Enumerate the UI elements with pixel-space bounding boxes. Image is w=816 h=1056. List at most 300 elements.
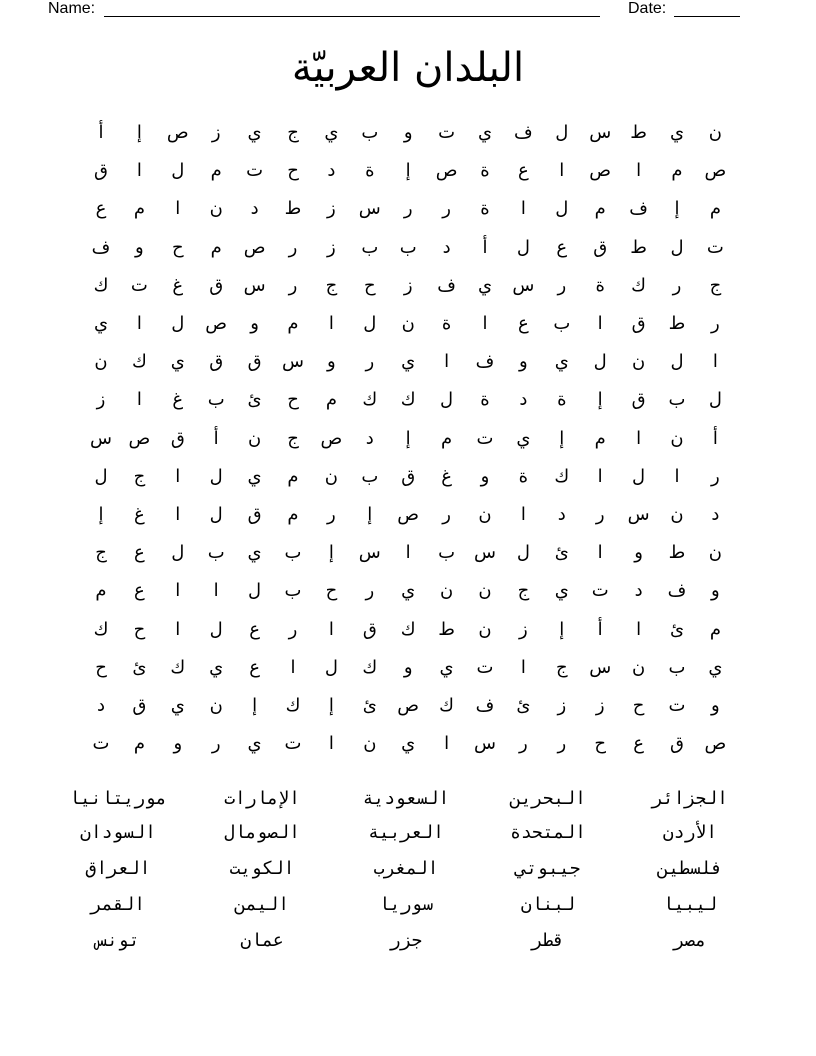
grid-letter[interactable]: ن bbox=[708, 542, 722, 564]
grid-letter[interactable]: ا bbox=[520, 504, 526, 525]
grid-letter[interactable]: ي bbox=[477, 274, 493, 296]
grid-letter[interactable]: ا bbox=[175, 504, 181, 525]
grid-letter[interactable]: ا bbox=[520, 198, 526, 220]
grid-letter[interactable]: ل bbox=[209, 618, 223, 640]
grid-letter[interactable]: إ bbox=[98, 504, 104, 525]
grid-letter[interactable]: ق bbox=[209, 351, 224, 373]
grid-letter[interactable]: إ bbox=[674, 198, 680, 220]
grid-letter[interactable]: س bbox=[90, 427, 112, 449]
grid-letter[interactable]: ت bbox=[591, 580, 609, 602]
grid-letter[interactable]: ا bbox=[136, 389, 142, 411]
grid-letter[interactable]: ن bbox=[478, 580, 492, 602]
grid-letter[interactable]: ز bbox=[211, 122, 221, 143]
grid-letter[interactable]: م bbox=[287, 504, 299, 525]
grid-letter[interactable]: و bbox=[634, 542, 643, 564]
grid-letter[interactable]: ر bbox=[288, 274, 298, 296]
grid-letter[interactable]: ل bbox=[248, 580, 262, 602]
grid-letter[interactable]: ي bbox=[439, 656, 454, 678]
grid-letter[interactable]: ت bbox=[130, 274, 148, 296]
grid-letter[interactable]: ع bbox=[556, 236, 568, 258]
grid-letter[interactable]: ا bbox=[444, 733, 450, 755]
grid-letter[interactable]: ي bbox=[93, 313, 109, 334]
grid-letter[interactable]: ق bbox=[670, 733, 684, 755]
grid-letter[interactable]: ع bbox=[518, 160, 529, 182]
grid-letter[interactable]: ب bbox=[284, 580, 302, 602]
grid-letter[interactable]: ر bbox=[672, 274, 682, 296]
grid-letter[interactable]: و bbox=[250, 313, 259, 334]
grid-letter[interactable]: د bbox=[634, 580, 643, 602]
grid-letter[interactable]: غ bbox=[441, 465, 452, 487]
grid-letter[interactable]: ي bbox=[324, 122, 339, 143]
grid-letter[interactable]: و bbox=[403, 656, 413, 678]
grid-letter[interactable]: ق bbox=[94, 160, 108, 182]
grid-letter[interactable]: ط bbox=[630, 236, 647, 258]
grid-letter[interactable]: ي bbox=[401, 580, 416, 602]
grid-letter[interactable]: ن bbox=[478, 618, 492, 640]
grid-letter[interactable]: ا bbox=[636, 427, 642, 449]
grid-letter[interactable]: ي bbox=[247, 542, 262, 564]
grid-letter[interactable]: ق bbox=[209, 274, 224, 296]
grid-letter[interactable]: ا bbox=[636, 618, 642, 640]
grid-letter[interactable]: ق bbox=[132, 695, 147, 716]
grid-letter[interactable]: س bbox=[627, 504, 650, 525]
grid-letter[interactable]: ف bbox=[667, 580, 687, 602]
grid-letter[interactable]: ص bbox=[320, 427, 343, 449]
grid-letter[interactable]: م bbox=[671, 160, 683, 182]
grid-letter[interactable]: ر bbox=[327, 504, 336, 525]
grid-letter[interactable]: ل bbox=[440, 389, 454, 411]
grid-letter[interactable]: ئ bbox=[362, 695, 377, 716]
grid-letter[interactable]: ز bbox=[595, 695, 605, 716]
grid-letter[interactable]: ا bbox=[175, 618, 181, 640]
grid-letter[interactable]: ل bbox=[670, 351, 684, 373]
grid-letter[interactable]: س bbox=[243, 274, 266, 296]
word-bank-item: جزر bbox=[389, 930, 423, 951]
grid-letter[interactable]: م bbox=[133, 733, 145, 755]
grid-letter[interactable]: و bbox=[711, 695, 720, 716]
grid-letter[interactable]: ك bbox=[554, 465, 570, 487]
grid-letter[interactable]: م bbox=[594, 427, 606, 449]
grid-letter[interactable]: ط bbox=[668, 542, 686, 564]
grid-letter[interactable]: ي bbox=[477, 122, 493, 143]
grid-letter[interactable]: د bbox=[519, 389, 528, 411]
grid-letter[interactable]: ن bbox=[478, 504, 492, 525]
grid-letter[interactable]: أ bbox=[98, 122, 104, 143]
grid-letter[interactable]: ر bbox=[711, 313, 720, 334]
grid-letter[interactable]: أ bbox=[712, 427, 718, 449]
grid-letter[interactable]: ئ bbox=[132, 656, 147, 678]
grid-letter[interactable]: ا bbox=[559, 160, 565, 182]
grid-letter[interactable]: ق bbox=[401, 465, 416, 487]
word-bank-item: العربية bbox=[368, 822, 444, 843]
grid-letter[interactable]: ر bbox=[288, 618, 298, 640]
grid-letter[interactable]: ج bbox=[133, 465, 146, 487]
grid-letter[interactable]: ك bbox=[93, 618, 109, 640]
grid-letter[interactable]: ك bbox=[362, 389, 378, 411]
grid-letter[interactable]: ي bbox=[669, 122, 685, 143]
grid-letter[interactable]: ل bbox=[516, 236, 530, 258]
grid-letter[interactable]: ب bbox=[668, 389, 686, 411]
grid-letter[interactable]: د bbox=[96, 695, 105, 716]
grid-letter[interactable]: ة bbox=[518, 465, 529, 487]
grid-letter[interactable]: ص bbox=[397, 695, 420, 716]
grid-letter[interactable]: م bbox=[210, 236, 222, 258]
grid-letter[interactable]: ل bbox=[209, 465, 223, 487]
grid-letter[interactable]: ا bbox=[136, 313, 142, 334]
grid-letter[interactable]: ع bbox=[518, 313, 529, 334]
grid-letter[interactable]: ة bbox=[557, 389, 567, 411]
grid-letter[interactable]: ك bbox=[400, 389, 416, 411]
grid-letter[interactable]: ب bbox=[399, 236, 417, 258]
grid-letter[interactable]: و bbox=[711, 580, 720, 602]
grid-letter[interactable]: ر bbox=[403, 198, 413, 220]
word-bank-item: مصر bbox=[673, 930, 707, 951]
grid-letter[interactable]: ن bbox=[209, 198, 223, 220]
grid-letter[interactable]: ن bbox=[670, 427, 684, 449]
grid-letter[interactable]: ل bbox=[363, 313, 377, 334]
grid-letter[interactable]: ة bbox=[480, 198, 490, 220]
grid-letter[interactable]: ي bbox=[708, 656, 723, 678]
grid-letter[interactable]: د bbox=[250, 198, 259, 220]
grid-letter[interactable]: غ bbox=[134, 504, 145, 525]
grid-letter[interactable]: ز bbox=[403, 274, 413, 296]
grid-letter[interactable]: إ bbox=[405, 160, 411, 182]
grid-letter[interactable]: إ bbox=[597, 389, 603, 411]
grid-letter[interactable]: س bbox=[589, 656, 612, 678]
grid-letter[interactable]: ن bbox=[401, 313, 415, 334]
grid-letter[interactable]: ع bbox=[134, 580, 145, 602]
grid-letter[interactable]: ط bbox=[438, 618, 455, 640]
grid-letter[interactable]: ع bbox=[134, 542, 145, 564]
grid-letter[interactable]: ف bbox=[514, 122, 533, 143]
grid-letter[interactable]: ص bbox=[435, 160, 458, 182]
grid-letter[interactable]: ي bbox=[554, 351, 569, 373]
grid-letter[interactable]: أ bbox=[597, 618, 603, 640]
grid-letter[interactable]: ر bbox=[557, 274, 567, 296]
grid-letter[interactable]: ا bbox=[175, 465, 181, 487]
grid-letter[interactable]: ك bbox=[285, 695, 301, 716]
grid-letter[interactable]: س bbox=[512, 274, 535, 296]
grid-letter[interactable]: ع bbox=[249, 618, 260, 640]
grid-letter[interactable]: ج bbox=[517, 580, 530, 602]
grid-letter[interactable]: ا bbox=[328, 618, 334, 640]
grid-letter[interactable]: ن bbox=[363, 733, 377, 755]
grid-letter[interactable]: إ bbox=[252, 695, 258, 716]
grid-letter[interactable]: ع bbox=[249, 656, 260, 678]
grid-letter[interactable]: ا bbox=[290, 656, 296, 678]
grid-letter[interactable]: ل bbox=[555, 122, 569, 143]
grid-letter[interactable]: ف bbox=[475, 351, 495, 373]
grid-letter[interactable]: م bbox=[95, 580, 107, 602]
grid-letter[interactable]: س bbox=[589, 122, 612, 143]
grid-letter[interactable]: ا bbox=[444, 351, 450, 373]
grid-letter[interactable]: ب bbox=[361, 465, 379, 487]
worksheet-header bbox=[48, 0, 748, 20]
grid-letter[interactable]: ف bbox=[629, 198, 648, 220]
grid-letter[interactable]: ي bbox=[554, 580, 569, 602]
grid-letter[interactable]: ك bbox=[93, 274, 109, 296]
grid-letter[interactable]: ا bbox=[482, 313, 488, 334]
grid-letter[interactable]: ط bbox=[284, 198, 302, 220]
grid-letter[interactable]: ا bbox=[597, 313, 603, 334]
grid-letter[interactable]: م bbox=[287, 313, 299, 334]
grid-letter[interactable]: ص bbox=[397, 504, 420, 525]
grid-letter[interactable]: ح bbox=[287, 160, 299, 182]
grid-letter[interactable]: ن bbox=[670, 504, 684, 525]
grid-letter[interactable]: ح bbox=[363, 274, 376, 296]
grid-letter[interactable]: ح bbox=[594, 733, 606, 755]
grid-letter[interactable]: ف bbox=[437, 274, 456, 296]
grid-letter[interactable]: ة bbox=[480, 160, 490, 182]
grid-letter[interactable]: ل bbox=[555, 198, 569, 220]
grid-letter[interactable]: ل bbox=[209, 504, 223, 525]
grid-letter[interactable]: ص bbox=[205, 313, 228, 334]
grid-letter[interactable]: ر bbox=[711, 465, 720, 487]
grid-letter[interactable]: ل bbox=[516, 542, 530, 564]
grid-letter[interactable]: ط bbox=[630, 122, 647, 143]
grid-letter[interactable]: إ bbox=[559, 427, 565, 449]
grid-letter[interactable]: ا bbox=[636, 160, 642, 182]
grid-letter[interactable]: ة bbox=[365, 160, 375, 182]
grid-letter[interactable]: ر bbox=[365, 580, 375, 602]
grid-letter[interactable]: ئ bbox=[669, 618, 685, 640]
word-bank-item: المغرب bbox=[373, 858, 439, 879]
grid-letter[interactable]: و bbox=[173, 733, 183, 755]
grid-letter[interactable]: س bbox=[358, 542, 381, 564]
grid-letter[interactable]: أ bbox=[482, 236, 488, 258]
grid-letter[interactable]: م bbox=[441, 427, 453, 449]
grid-letter[interactable]: ت bbox=[476, 656, 494, 678]
grid-letter[interactable]: ل bbox=[94, 465, 108, 487]
grid-letter[interactable]: ئ bbox=[554, 542, 569, 564]
grid-letter[interactable]: ب bbox=[438, 542, 456, 564]
grid-letter[interactable]: ا bbox=[328, 313, 334, 334]
grid-letter[interactable]: ن bbox=[209, 695, 223, 716]
grid-letter[interactable]: ر bbox=[211, 733, 221, 755]
grid-letter[interactable]: ي bbox=[401, 351, 416, 373]
grid-letter[interactable]: ا bbox=[597, 465, 603, 487]
word-bank-item: سوريا bbox=[378, 894, 434, 915]
word-bank-item: لبنان bbox=[520, 894, 576, 915]
grid-letter[interactable]: ت bbox=[476, 427, 494, 449]
grid-letter[interactable]: ل bbox=[324, 656, 338, 678]
grid-letter[interactable]: س bbox=[474, 542, 496, 564]
grid-letter[interactable]: ب bbox=[207, 389, 225, 411]
grid-letter[interactable]: ح bbox=[133, 618, 146, 640]
grid-letter[interactable]: ا bbox=[175, 580, 181, 602]
grid-letter[interactable]: ك bbox=[439, 695, 455, 716]
grid-letter[interactable]: ج bbox=[325, 274, 338, 296]
grid-letter[interactable]: ر bbox=[442, 504, 451, 525]
name-field-line[interactable] bbox=[104, 0, 600, 17]
grid-letter[interactable]: غ bbox=[172, 389, 184, 411]
grid-letter[interactable]: و bbox=[519, 351, 528, 373]
grid-letter[interactable]: ب bbox=[361, 122, 379, 143]
grid-letter[interactable]: ز bbox=[519, 618, 528, 640]
grid-letter[interactable]: د bbox=[442, 236, 451, 258]
grid-letter[interactable]: ي bbox=[516, 427, 531, 449]
grid-letter[interactable]: إ bbox=[559, 618, 565, 640]
grid-letter[interactable]: ت bbox=[668, 695, 686, 716]
grid-letter[interactable]: ل bbox=[670, 236, 684, 258]
grid-letter[interactable]: ل bbox=[171, 313, 185, 334]
grid-letter[interactable]: و bbox=[480, 465, 490, 487]
grid-letter[interactable]: و bbox=[135, 236, 144, 258]
grid-letter[interactable]: ن bbox=[247, 427, 262, 449]
grid-letter[interactable]: ي bbox=[401, 733, 416, 755]
grid-letter[interactable]: ب bbox=[668, 656, 686, 678]
grid-letter[interactable]: ن bbox=[708, 122, 722, 143]
grid-letter[interactable]: د bbox=[711, 504, 720, 525]
grid-row bbox=[82, 496, 736, 534]
grid-letter[interactable]: ا bbox=[520, 656, 526, 678]
grid-letter[interactable]: ص bbox=[704, 733, 727, 755]
grid-letter[interactable]: ق bbox=[593, 236, 608, 258]
grid-letter[interactable]: ن bbox=[439, 580, 454, 602]
grid-letter[interactable]: د bbox=[327, 160, 336, 182]
grid-letter[interactable]: ت bbox=[706, 236, 724, 258]
grid-letter[interactable]: ا bbox=[328, 733, 334, 755]
grid-letter[interactable]: ر bbox=[557, 733, 567, 755]
grid-letter[interactable]: ا bbox=[213, 580, 219, 602]
grid-letter[interactable]: ت bbox=[246, 160, 264, 182]
grid-letter[interactable]: ي bbox=[247, 733, 262, 755]
grid-row bbox=[82, 420, 736, 458]
grid-letter[interactable]: ج bbox=[95, 542, 107, 564]
grid-letter[interactable]: أ bbox=[213, 427, 219, 449]
grid-letter[interactable]: ح bbox=[171, 236, 184, 258]
grid-letter[interactable]: و bbox=[403, 122, 413, 143]
grid-letter[interactable]: ص bbox=[704, 160, 727, 182]
grid-letter[interactable]: ب bbox=[553, 313, 571, 334]
grid-letter[interactable]: ح bbox=[95, 656, 107, 678]
grid-letter[interactable]: ك bbox=[400, 618, 416, 640]
grid-letter[interactable]: س bbox=[474, 733, 496, 755]
grid-letter[interactable]: ق bbox=[362, 618, 377, 640]
grid-letter[interactable]: ز bbox=[96, 389, 106, 411]
grid-letter[interactable]: ل bbox=[171, 160, 185, 182]
grid-letter[interactable]: ح bbox=[287, 389, 299, 411]
grid-letter[interactable]: ر bbox=[519, 733, 528, 755]
grid-letter[interactable]: ي bbox=[170, 351, 185, 373]
grid-letter[interactable]: ت bbox=[92, 733, 110, 755]
grid-letter[interactable]: ب bbox=[207, 542, 225, 564]
grid-letter[interactable]: ج bbox=[287, 122, 299, 143]
grid-letter[interactable]: ص bbox=[128, 427, 151, 449]
grid-letter[interactable]: غ bbox=[172, 274, 184, 296]
grid-letter[interactable]: ك bbox=[631, 274, 647, 296]
grid-letter[interactable]: ن bbox=[631, 656, 646, 678]
grid-letter[interactable]: ف bbox=[91, 236, 111, 258]
date-field-line[interactable] bbox=[674, 0, 740, 17]
grid-letter[interactable]: ة bbox=[595, 274, 605, 296]
grid-letter[interactable]: س bbox=[282, 351, 304, 373]
grid-letter[interactable]: ع bbox=[95, 198, 107, 220]
grid-letter[interactable]: ي bbox=[170, 695, 185, 716]
grid-letter[interactable]: ة bbox=[480, 389, 490, 411]
grid-letter[interactable]: م bbox=[210, 160, 222, 182]
grid-letter[interactable]: إ bbox=[328, 542, 334, 564]
grid-letter[interactable]: ح bbox=[632, 695, 645, 716]
grid-letter[interactable]: و bbox=[327, 351, 336, 373]
grid-letter[interactable]: ر bbox=[595, 504, 605, 525]
grid-letter[interactable]: د bbox=[557, 504, 566, 525]
grid-letter[interactable]: ن bbox=[631, 351, 646, 373]
grid-letter[interactable]: ق bbox=[631, 389, 646, 411]
grid-letter[interactable]: إ bbox=[405, 427, 411, 449]
grid-letter[interactable]: ج bbox=[555, 656, 568, 678]
grid-letter[interactable]: ئ bbox=[516, 695, 531, 716]
grid-letter[interactable]: ل bbox=[708, 389, 722, 411]
grid-letter[interactable]: ا bbox=[175, 198, 181, 220]
grid-letter[interactable]: م bbox=[709, 198, 721, 220]
grid-letter[interactable]: ي bbox=[209, 656, 224, 678]
grid-letter[interactable]: ا bbox=[597, 542, 603, 564]
grid-letter[interactable]: م bbox=[594, 198, 606, 220]
grid-letter[interactable]: م bbox=[325, 389, 337, 411]
grid-letter[interactable]: ب bbox=[284, 542, 302, 564]
grid-letter[interactable]: ئ bbox=[247, 389, 262, 411]
grid-letter[interactable]: ر bbox=[288, 236, 298, 258]
grid-letter[interactable]: ب bbox=[361, 236, 379, 258]
grid-letter[interactable]: ز bbox=[327, 198, 336, 220]
grid-letter[interactable]: ق bbox=[247, 351, 262, 373]
grid-letter[interactable]: ا bbox=[712, 351, 718, 373]
grid-letter[interactable]: ا bbox=[405, 542, 411, 564]
grid-letter[interactable]: م bbox=[133, 198, 145, 220]
grid-letter[interactable]: ي bbox=[247, 122, 262, 143]
grid-letter[interactable]: م bbox=[709, 618, 721, 640]
grid-letter[interactable]: ر bbox=[442, 198, 451, 220]
grid-letter[interactable]: م bbox=[287, 465, 299, 487]
grid-letter[interactable]: ل bbox=[171, 542, 185, 564]
grid-letter[interactable]: ك bbox=[131, 351, 147, 373]
grid-letter[interactable]: ز bbox=[327, 236, 336, 258]
grid-letter[interactable]: ن bbox=[94, 351, 108, 373]
grid-letter[interactable]: ك bbox=[362, 656, 378, 678]
grid-letter[interactable]: ك bbox=[170, 656, 186, 678]
grid-letter[interactable]: ص bbox=[166, 122, 189, 143]
grid-letter[interactable]: ن bbox=[324, 465, 338, 487]
grid-letter[interactable]: ط bbox=[668, 313, 686, 334]
grid-letter[interactable]: ا bbox=[674, 465, 680, 487]
grid-letter[interactable]: ق bbox=[247, 504, 262, 525]
grid-letter[interactable]: ت bbox=[284, 733, 302, 755]
grid-letter[interactable]: إ bbox=[367, 504, 373, 525]
grid-letter[interactable]: إ bbox=[136, 122, 142, 143]
grid-letter[interactable]: ة bbox=[441, 313, 452, 334]
grid-letter[interactable]: ا bbox=[136, 160, 142, 182]
grid-letter[interactable]: د bbox=[365, 427, 374, 449]
grid-letter[interactable]: ق bbox=[631, 313, 646, 334]
grid-letter[interactable]: ص bbox=[243, 236, 266, 258]
grid-letter[interactable]: ي bbox=[247, 465, 262, 487]
grid-letter[interactable]: ل bbox=[632, 465, 646, 487]
grid-letter[interactable]: ر bbox=[365, 351, 375, 373]
grid-letter[interactable]: س bbox=[358, 198, 381, 220]
grid-letter[interactable]: ت bbox=[438, 122, 456, 143]
grid-letter[interactable]: ج bbox=[287, 427, 299, 449]
grid-letter[interactable]: ف bbox=[475, 695, 495, 716]
grid-letter[interactable]: ل bbox=[593, 351, 607, 373]
grid-letter[interactable]: ج bbox=[709, 274, 722, 296]
grid-letter[interactable]: ع bbox=[633, 733, 644, 755]
grid-letter[interactable]: إ bbox=[328, 695, 334, 716]
grid-letter[interactable]: ح bbox=[325, 580, 338, 602]
grid-letter[interactable]: ز bbox=[557, 695, 567, 716]
grid-letter[interactable]: ق bbox=[170, 427, 185, 449]
grid-letter[interactable]: ص bbox=[589, 160, 612, 182]
